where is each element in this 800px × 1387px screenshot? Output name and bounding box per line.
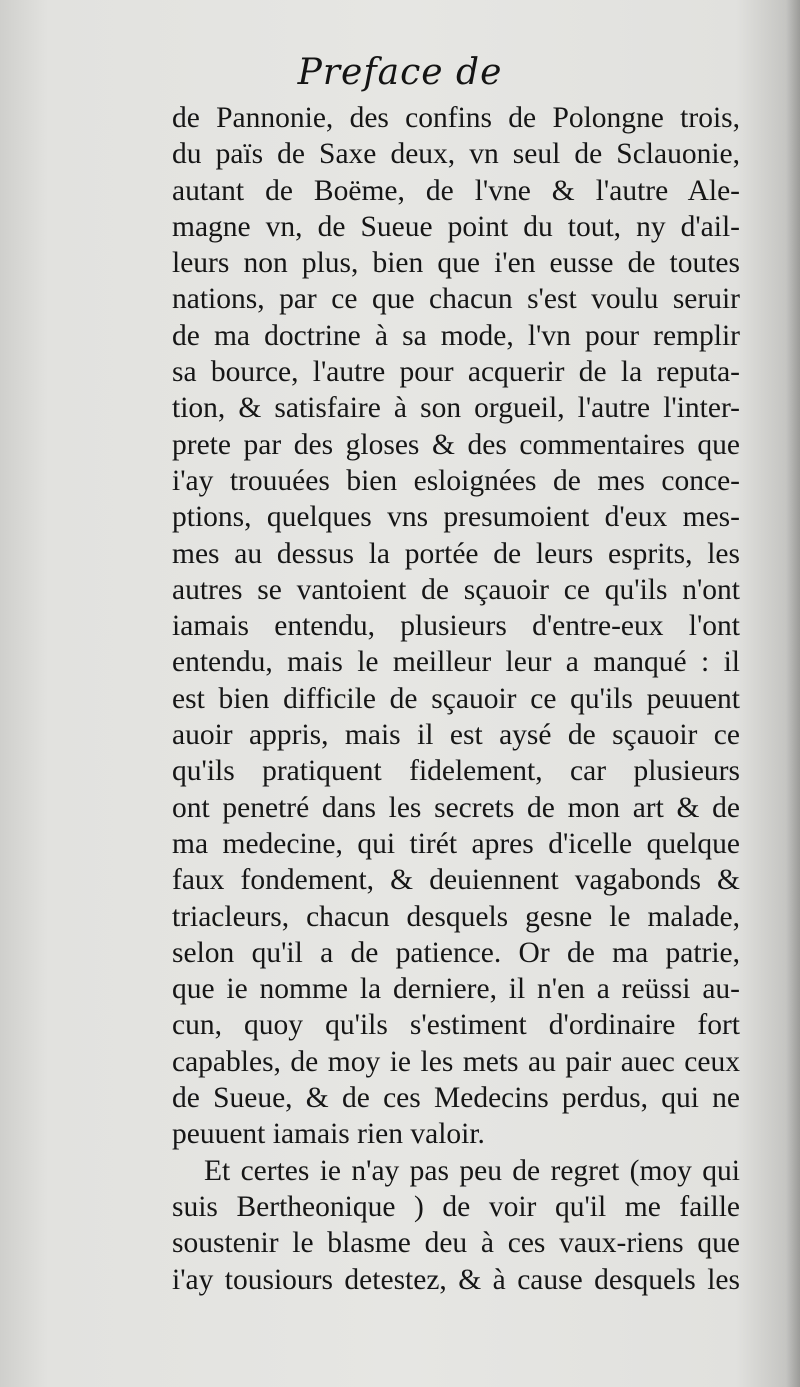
text-line: nations, par ce que chacun s'est voulu seruir — [172, 283, 740, 316]
running-head: Preface de — [297, 52, 503, 93]
text-line: auoir appris, mais il est aysé de sçauoir ce — [172, 719, 740, 752]
text-line: cun, quoy qu'ils s'estiment d'ordinaire fort — [172, 1009, 740, 1042]
text-line: i'ay tousiours detestez, & à cause desquels les — [172, 1263, 740, 1296]
paragraph-1 — [172, 100, 740, 1153]
text-line: de ma doctrine à sa mode, l'vn pour remplir — [172, 319, 740, 352]
paragraph-2 — [172, 1153, 740, 1298]
text-line: sa bource, l'autre pour acquerir de la reputa- — [172, 356, 740, 389]
text-line: triacleurs, chacun desquels gesne le malade, — [172, 900, 740, 933]
text-line: que ie nomme la derniere, il n'en a reüssi au- — [172, 973, 740, 1006]
text-line: ptions, quelques vns presumoient d'eux mes- — [172, 501, 740, 534]
text-line: iamais entendu, plusieurs d'entre-eux l'ont — [172, 610, 740, 643]
text-line: leurs non plus, bien que i'en eusse de toutes — [172, 247, 740, 280]
text-line: autant de Boëme, de l'vne & l'autre Ale- — [172, 174, 740, 207]
text-line: tion, & satisfaire à son orgueil, l'autre l'inter- — [172, 392, 740, 425]
text-line: faux fondement, & deuiennent vagabonds & — [172, 864, 740, 897]
text-line: du païs de Saxe deux, vn seul de Sclauonie, — [172, 138, 740, 171]
text-line: soustenir le blasme deu à ces vaux-riens que — [172, 1227, 740, 1260]
text-line: peuuent iamais rien valoir. — [172, 1118, 485, 1151]
text-line: selon qu'il a de patience. Or de ma patrie, — [172, 936, 740, 969]
text-line: prete par des gloses & des commentaires que — [172, 428, 740, 461]
text-line: de Pannonie, des confins de Polongne trois, — [172, 102, 740, 134]
text-line: ma medecine, qui tirét apres d'icelle quelque — [172, 827, 740, 860]
page-edge-shadow — [786, 0, 800, 1387]
text-line: capables, de moy ie les mets au pair auec ceux — [172, 1045, 740, 1078]
text-line: est bien difficile de sçauoir ce qu'ils peuuent — [172, 682, 740, 715]
text-line: autres se vantoient de sçauoir ce qu'ils n'ont — [172, 573, 740, 606]
text-line: entendu, mais le meilleur leur a manqué : il — [172, 646, 740, 679]
text-line: suis Bertheonique ) de voir qu'il me faille — [172, 1190, 740, 1223]
text-line: mes au dessus la portée de leurs esprits, les — [172, 537, 740, 570]
text-line: ont penetré dans les secrets de mon art & de — [172, 791, 740, 824]
text-line: magne vn, de Sueue point du tout, ny d'ail- — [172, 210, 740, 243]
text-line: qu'ils pratiquent fidelement, car plusieurs — [172, 755, 740, 788]
text-line: Et certes ie n'ay pas peu de regret (moy qui — [204, 1154, 740, 1187]
body-text — [172, 100, 740, 1298]
text-line: de Sueue, & de ces Medecins perdus, qui ne — [172, 1082, 740, 1115]
text-line: i'ay trouuées bien esloignées de mes conce- — [172, 464, 740, 497]
